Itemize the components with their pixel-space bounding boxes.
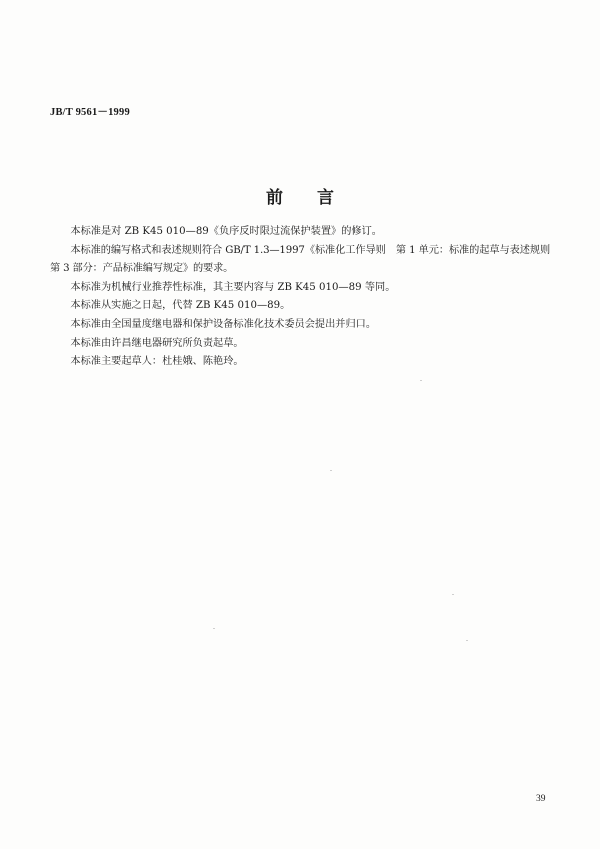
scan-speck (213, 628, 215, 629)
paragraph: 本标准为机械行业推荐性标准，其主要内容与 ZB K45 010—89 等同。 (70, 281, 396, 293)
scan-speck (330, 470, 332, 471)
standard-code: JB/T 9561－1999 (50, 107, 130, 118)
scan-speck (452, 594, 454, 595)
page-title: 前 言 (266, 188, 348, 208)
paragraph: 本标准主要起草人：杜桂娥、陈艳玲。 (70, 356, 244, 368)
document-body (50, 223, 561, 372)
paragraph: 本标准从实施之日起，代替 ZB K45 010—89。 (70, 300, 291, 312)
page-number: 39 (536, 794, 546, 804)
scan-speck (420, 380, 422, 381)
paragraph: 本标准的编写格式和表述规则符合 GB/T 1.3—1997《标准化工作导则 第 1 单元：标准的起草与表述规则 第 3 部分：产品标准编写规定》的要求。 (50, 244, 561, 275)
paragraph: 本标准由全国量度继电器和保护设备标准化技术委员会提出并归口。 (70, 318, 377, 330)
paragraph: 本标准由许昌继电器研究所负责起草。 (70, 337, 244, 349)
scan-speck (466, 640, 468, 641)
paragraph: 本标准是对 ZB K45 010—89《负序反时限过流保护装置》的修订。 (70, 226, 382, 237)
